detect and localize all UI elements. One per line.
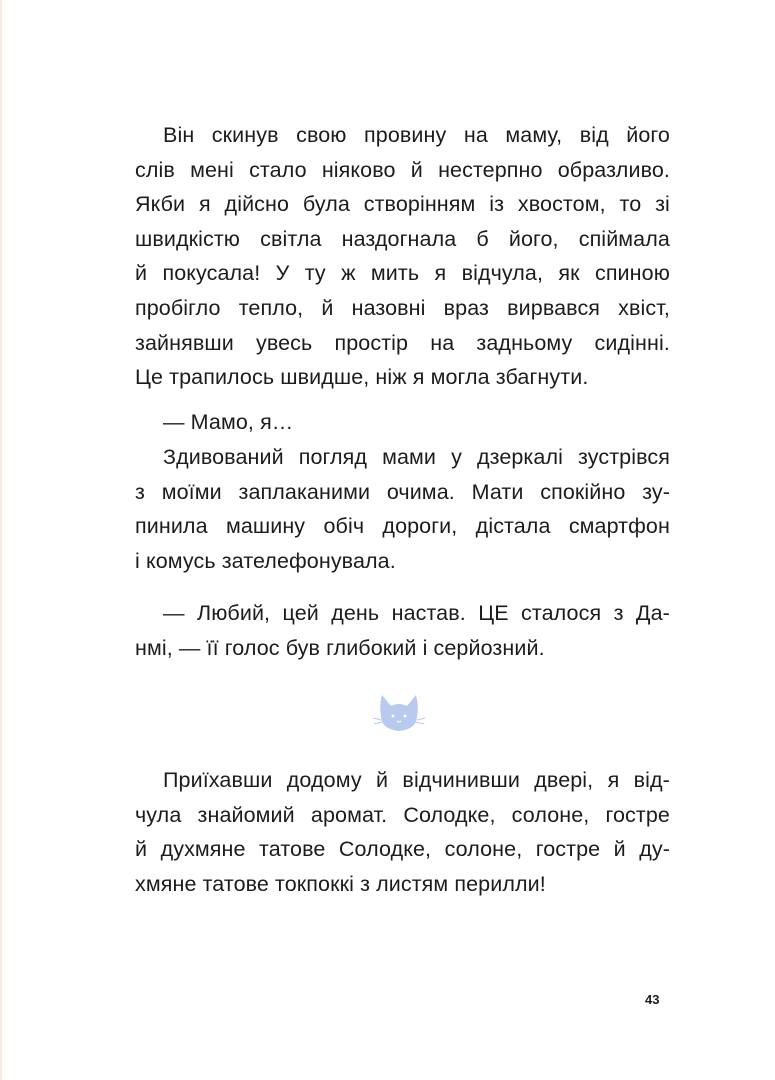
text-line: Він скинув свою провину на маму, від його xyxy=(163,123,670,147)
cat-face-shape xyxy=(380,695,418,731)
page-number: 43 xyxy=(645,992,660,1007)
text-line: з моїми заплаканими очима. Мати спокійно зу- xyxy=(135,479,670,504)
text-line: хмяне татове токпоккі з листям перилли! xyxy=(135,871,546,896)
page-edge-divider xyxy=(0,0,2,1080)
cat-face-icon xyxy=(372,691,426,737)
text-line: Здивований погляд мами у дзеркалі зустрівся xyxy=(163,445,670,469)
text-line: пробігло тепло, й назовні враз вирвався хвіст, xyxy=(135,295,670,320)
text-line: й духмяне татове Солодке, солоне, гостре й ду- xyxy=(135,837,670,862)
text-line: Приїхавши додому й відчинивши двері, я від- xyxy=(163,768,670,792)
text-line: нмі, — її голос був глибокий і серйозний. xyxy=(135,635,545,660)
text-line: і комусь зателефонувала. xyxy=(135,548,396,573)
paragraph-2 xyxy=(135,405,670,440)
text-line: й покусала! У ту ж мить я відчула, як спиною xyxy=(135,261,670,286)
text-line: швидкістю світла наздогнала б його, спіймала xyxy=(135,226,670,251)
text-line: зайнявши увесь простір на задньому сидінні. xyxy=(135,330,670,355)
paragraph-5 xyxy=(135,763,670,901)
paragraph-1 xyxy=(135,118,670,395)
text-line: чула знайомий аромат. Солодке, солоне, гостре xyxy=(135,802,670,827)
text-line: Це трапилось швидше, ніж я могла збагнути. xyxy=(135,365,589,390)
paragraph-4 xyxy=(135,596,670,665)
text-line: — Любий, цей день настав. ЦЕ сталося з Да- xyxy=(163,601,670,625)
text-line: пинила машину обіч дороги, дістала смартфон xyxy=(135,514,670,539)
text-line: слів мені стало ніяково й нестерпно образливо. xyxy=(135,157,670,182)
text-line: Якби я дійсно була створінням із хвостом, то зі xyxy=(135,192,670,217)
text-line: — Мамо, я… xyxy=(163,410,294,434)
paragraph-3 xyxy=(135,440,670,578)
